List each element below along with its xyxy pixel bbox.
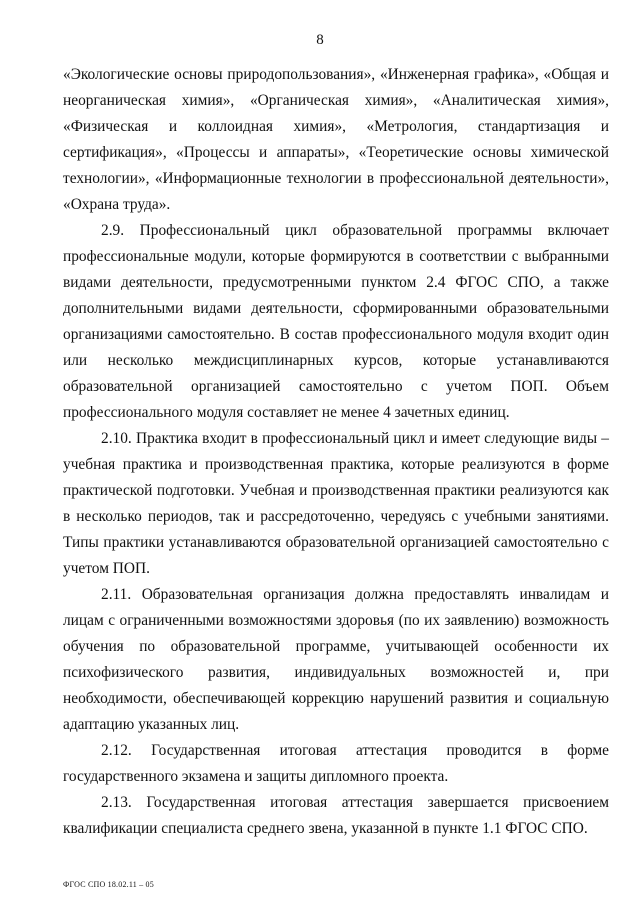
paragraph-discipline-list: «Экологические основы природопользования», «Инженерная графика», «Общая и неорганическая химия», «Органическая химия», «Аналитическая химия», «Физическая и коллоидная химия», «Метрология, стандартизация и сертификация», «Процессы и аппараты», «Теоретические основы химической технологии», «Информационные технологии в профессиональной деятельности», «Охрана труда». [63, 66, 609, 213]
document-body [63, 62, 609, 842]
paragraph-2-11: 2.11. Образовательная организация должна предоставлять инвалидам и лицам с ограниченными возможностями здоровья (по их заявлению) возможность обучения по образовательной программе, учитывающей особенности их психофизического развития, индивидуальных возможностей и, при необходимости, обеспечивающей коррекцию нарушений развития и социальную адаптацию указанных лиц. [63, 586, 609, 733]
page-number: 8 [316, 32, 324, 48]
paragraph-2-12: 2.12. Государственная итоговая аттестация проводится в форме государственного экзамена и защиты дипломного проекта. [63, 742, 609, 785]
paragraph-2-13: 2.13. Государственная итоговая аттестация завершается присвоением квалификации специалиста среднего звена, указанной в пункте 1.1 ФГОС СПО. [63, 794, 609, 837]
document-footer-code: ФГОС СПО 18.02.11 – 05 [63, 880, 154, 889]
paragraph-2-9: 2.9. Профессиональный цикл образовательной программы включает профессиональные модули, которые формируются в соответствии с выбранными видами деятельности, предусмотренными пунктом 2.4 ФГОС СПО, а также дополнительными видами деятельности, сформированными образовательными организациями самостоятельно. В состав профессионального модуля входит один или несколько междисциплинарных курсов, которые устанавливаются образовательной организацией самостоятельно с учетом ПОП. Объем профессионального модуля составляет не менее 4 зачетных единиц. [63, 222, 609, 421]
paragraph-2-10: 2.10. Практика входит в профессиональный цикл и имеет следующие виды – учебная практика и производственная практика, которые реализуются в форме практической подготовки. Учебная и производственная практики реализуются как в несколько периодов, так и рассредоточенно, чередуясь с учебными занятиями. Типы практики устанавливаются образовательной организацией самостоятельно с учетом ПОП. [63, 430, 609, 577]
